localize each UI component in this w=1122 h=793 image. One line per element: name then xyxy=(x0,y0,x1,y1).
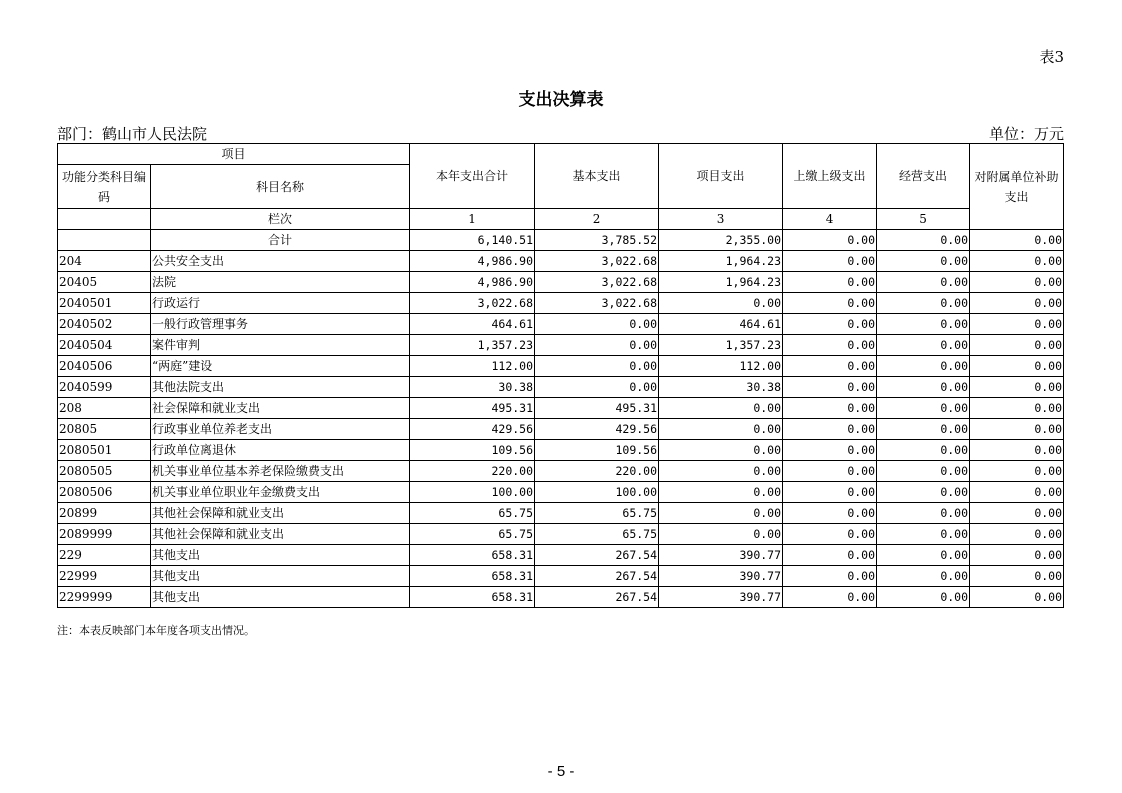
row-code: 2299999 xyxy=(58,587,151,608)
total-value: 0.00 xyxy=(783,230,877,251)
row-value: 100.00 xyxy=(410,482,535,503)
row-value: 65.75 xyxy=(535,503,659,524)
row-value: 3,022.68 xyxy=(535,293,659,314)
row-value: 0.00 xyxy=(783,251,877,272)
col-num: 5 xyxy=(877,209,970,230)
row-value: 0.00 xyxy=(877,545,970,566)
row-subject-name: 法院 xyxy=(151,272,410,293)
header-project: 项目 xyxy=(58,144,410,165)
row-value: 0.00 xyxy=(783,587,877,608)
row-value: 100.00 xyxy=(535,482,659,503)
total-value: 0.00 xyxy=(877,230,970,251)
row-value: 109.56 xyxy=(410,440,535,461)
row-value: 429.56 xyxy=(410,419,535,440)
row-value: 0.00 xyxy=(877,272,970,293)
row-code: 2040599 xyxy=(58,377,151,398)
row-code: 2040506 xyxy=(58,356,151,377)
row-value: 0.00 xyxy=(535,314,659,335)
unit-label: 单位：万元 xyxy=(988,125,1064,143)
row-value: 1,357.23 xyxy=(410,335,535,356)
row-value: 3,022.68 xyxy=(535,272,659,293)
total-value: 6,140.51 xyxy=(410,230,535,251)
table-row xyxy=(58,461,1064,482)
row-value: 0.00 xyxy=(877,356,970,377)
row-value: 0.00 xyxy=(877,398,970,419)
row-value: 112.00 xyxy=(410,356,535,377)
page-title: 支出决算表 xyxy=(518,90,604,110)
table-row xyxy=(58,587,1064,608)
row-value: 0.00 xyxy=(970,545,1064,566)
row-value: 0.00 xyxy=(970,335,1064,356)
row-subject-name: 其他法院支出 xyxy=(151,377,410,398)
row-value: 0.00 xyxy=(659,419,783,440)
total-row xyxy=(58,230,1064,251)
row-value: 0.00 xyxy=(783,335,877,356)
row-value: 658.31 xyxy=(410,545,535,566)
row-value: 0.00 xyxy=(877,440,970,461)
row-code: 204 xyxy=(58,251,151,272)
table-row xyxy=(58,272,1064,293)
header-subsidy: 对附属单位补助支出 xyxy=(970,144,1064,230)
row-value: 0.00 xyxy=(659,440,783,461)
row-value: 4,986.90 xyxy=(410,272,535,293)
table-row xyxy=(58,377,1064,398)
header-upper-payment: 上缴上级支出 xyxy=(783,144,877,209)
row-value: 429.56 xyxy=(535,419,659,440)
row-value: 0.00 xyxy=(970,587,1064,608)
row-value: 0.00 xyxy=(659,293,783,314)
row-value: 0.00 xyxy=(783,314,877,335)
row-value: 112.00 xyxy=(659,356,783,377)
row-subject-name: “两庭”建设 xyxy=(151,356,410,377)
header-func-code: 功能分类科目编码 xyxy=(58,165,151,209)
total-value: 3,785.52 xyxy=(535,230,659,251)
table-row xyxy=(58,440,1064,461)
table-row xyxy=(58,482,1064,503)
row-value: 0.00 xyxy=(970,419,1064,440)
row-value: 0.00 xyxy=(659,524,783,545)
row-value: 0.00 xyxy=(535,335,659,356)
row-value: 0.00 xyxy=(877,335,970,356)
row-subject-name: 其他社会保障和就业支出 xyxy=(151,524,410,545)
row-code: 20405 xyxy=(58,272,151,293)
row-value: 0.00 xyxy=(535,377,659,398)
col-num: 4 xyxy=(783,209,877,230)
footnote: 注：本表反映部门本年度各项支出情况。 xyxy=(57,624,255,637)
header-subject-name: 科目名称 xyxy=(151,165,410,209)
row-value: 0.00 xyxy=(659,503,783,524)
row-value: 0.00 xyxy=(659,461,783,482)
row-value: 65.75 xyxy=(535,524,659,545)
table-row xyxy=(58,356,1064,377)
total-value: 2,355.00 xyxy=(659,230,783,251)
total-value: 0.00 xyxy=(970,230,1064,251)
row-value: 1,964.23 xyxy=(659,272,783,293)
header-business: 经营支出 xyxy=(877,144,970,209)
row-value: 0.00 xyxy=(877,482,970,503)
row-value: 0.00 xyxy=(783,398,877,419)
row-value: 0.00 xyxy=(783,545,877,566)
row-value: 1,964.23 xyxy=(659,251,783,272)
row-code: 208 xyxy=(58,398,151,419)
row-value: 0.00 xyxy=(783,419,877,440)
row-subject-name: 其他支出 xyxy=(151,587,410,608)
row-subject-name: 社会保障和就业支出 xyxy=(151,398,410,419)
row-value: 0.00 xyxy=(877,314,970,335)
row-value: 30.38 xyxy=(410,377,535,398)
row-code: 20899 xyxy=(58,503,151,524)
row-subject-name: 机关事业单位职业年金缴费支出 xyxy=(151,482,410,503)
col-num: 2 xyxy=(535,209,659,230)
row-value: 495.31 xyxy=(535,398,659,419)
row-value: 109.56 xyxy=(535,440,659,461)
row-code: 2080506 xyxy=(58,482,151,503)
row-value: 0.00 xyxy=(970,503,1064,524)
table-row xyxy=(58,314,1064,335)
row-value: 464.61 xyxy=(410,314,535,335)
row-subject-name: 案件审判 xyxy=(151,335,410,356)
department-label: 部门：鹤山市人民法院 xyxy=(57,125,208,143)
table-row xyxy=(58,335,1064,356)
row-code: 20805 xyxy=(58,419,151,440)
row-value: 3,022.68 xyxy=(535,251,659,272)
row-value: 0.00 xyxy=(970,482,1064,503)
total-code-blank xyxy=(58,230,151,251)
row-value: 0.00 xyxy=(783,440,877,461)
row-value: 0.00 xyxy=(659,398,783,419)
row-value: 220.00 xyxy=(410,461,535,482)
row-value: 65.75 xyxy=(410,524,535,545)
table-number: 表3 xyxy=(1039,48,1064,66)
row-value: 658.31 xyxy=(410,566,535,587)
row-value: 0.00 xyxy=(970,398,1064,419)
row-subject-name: 机关事业单位基本养老保险缴费支出 xyxy=(151,461,410,482)
row-value: 0.00 xyxy=(783,566,877,587)
row-value: 0.00 xyxy=(535,356,659,377)
row-value: 464.61 xyxy=(659,314,783,335)
row-value: 0.00 xyxy=(877,419,970,440)
row-value: 267.54 xyxy=(535,587,659,608)
row-subject-name: 其他支出 xyxy=(151,566,410,587)
row-value: 0.00 xyxy=(877,251,970,272)
table-row xyxy=(58,419,1064,440)
row-value: 0.00 xyxy=(783,377,877,398)
row-value: 0.00 xyxy=(783,503,877,524)
row-value: 0.00 xyxy=(970,377,1064,398)
table-row xyxy=(58,503,1064,524)
header-project-expense: 项目支出 xyxy=(659,144,783,209)
row-subject-name: 行政运行 xyxy=(151,293,410,314)
table-row xyxy=(58,293,1064,314)
row-subject-name: 行政事业单位养老支出 xyxy=(151,419,410,440)
row-value: 0.00 xyxy=(877,524,970,545)
row-value: 0.00 xyxy=(877,461,970,482)
row-value: 0.00 xyxy=(877,587,970,608)
row-value: 390.77 xyxy=(659,545,783,566)
row-value: 0.00 xyxy=(659,482,783,503)
row-code: 2040502 xyxy=(58,314,151,335)
row-code: 2040504 xyxy=(58,335,151,356)
row-value: 0.00 xyxy=(877,377,970,398)
row-value: 658.31 xyxy=(410,587,535,608)
column-label-blank xyxy=(58,209,151,230)
row-value: 0.00 xyxy=(970,356,1064,377)
row-value: 495.31 xyxy=(410,398,535,419)
row-value: 0.00 xyxy=(783,461,877,482)
row-value: 0.00 xyxy=(783,272,877,293)
row-value: 0.00 xyxy=(970,461,1064,482)
total-label: 合计 xyxy=(151,230,410,251)
header-basic: 基本支出 xyxy=(535,144,659,209)
row-subject-name: 行政单位离退休 xyxy=(151,440,410,461)
row-code: 2080505 xyxy=(58,461,151,482)
expenditure-table xyxy=(57,143,1064,608)
row-value: 0.00 xyxy=(877,503,970,524)
row-value: 0.00 xyxy=(783,524,877,545)
row-value: 0.00 xyxy=(970,293,1064,314)
table-row xyxy=(58,251,1064,272)
column-label: 栏次 xyxy=(151,209,410,230)
table-row xyxy=(58,566,1064,587)
row-value: 267.54 xyxy=(535,566,659,587)
table-row xyxy=(58,524,1064,545)
row-value: 0.00 xyxy=(783,482,877,503)
row-value: 0.00 xyxy=(877,293,970,314)
row-code: 2080501 xyxy=(58,440,151,461)
row-value: 0.00 xyxy=(970,314,1064,335)
row-value: 65.75 xyxy=(410,503,535,524)
row-subject-name: 其他社会保障和就业支出 xyxy=(151,503,410,524)
header-total: 本年支出合计 xyxy=(410,144,535,209)
row-value: 0.00 xyxy=(970,251,1064,272)
table-row xyxy=(58,398,1064,419)
row-code: 2040501 xyxy=(58,293,151,314)
row-value: 3,022.68 xyxy=(410,293,535,314)
row-value: 0.00 xyxy=(783,356,877,377)
row-value: 0.00 xyxy=(877,566,970,587)
row-code: 22999 xyxy=(58,566,151,587)
row-value: 0.00 xyxy=(783,293,877,314)
row-code: 2089999 xyxy=(58,524,151,545)
row-value: 0.00 xyxy=(970,524,1064,545)
row-value: 220.00 xyxy=(535,461,659,482)
row-value: 30.38 xyxy=(659,377,783,398)
row-subject-name: 其他支出 xyxy=(151,545,410,566)
row-value: 4,986.90 xyxy=(410,251,535,272)
table-row xyxy=(58,545,1064,566)
row-value: 390.77 xyxy=(659,587,783,608)
col-num: 1 xyxy=(410,209,535,230)
row-value: 1,357.23 xyxy=(659,335,783,356)
row-subject-name: 公共安全支出 xyxy=(151,251,410,272)
page-number: - 5 - xyxy=(547,763,575,780)
row-value: 390.77 xyxy=(659,566,783,587)
row-value: 0.00 xyxy=(970,272,1064,293)
row-value: 0.00 xyxy=(970,566,1064,587)
row-value: 0.00 xyxy=(970,440,1064,461)
row-value: 267.54 xyxy=(535,545,659,566)
row-code: 229 xyxy=(58,545,151,566)
row-subject-name: 一般行政管理事务 xyxy=(151,314,410,335)
col-num: 3 xyxy=(659,209,783,230)
